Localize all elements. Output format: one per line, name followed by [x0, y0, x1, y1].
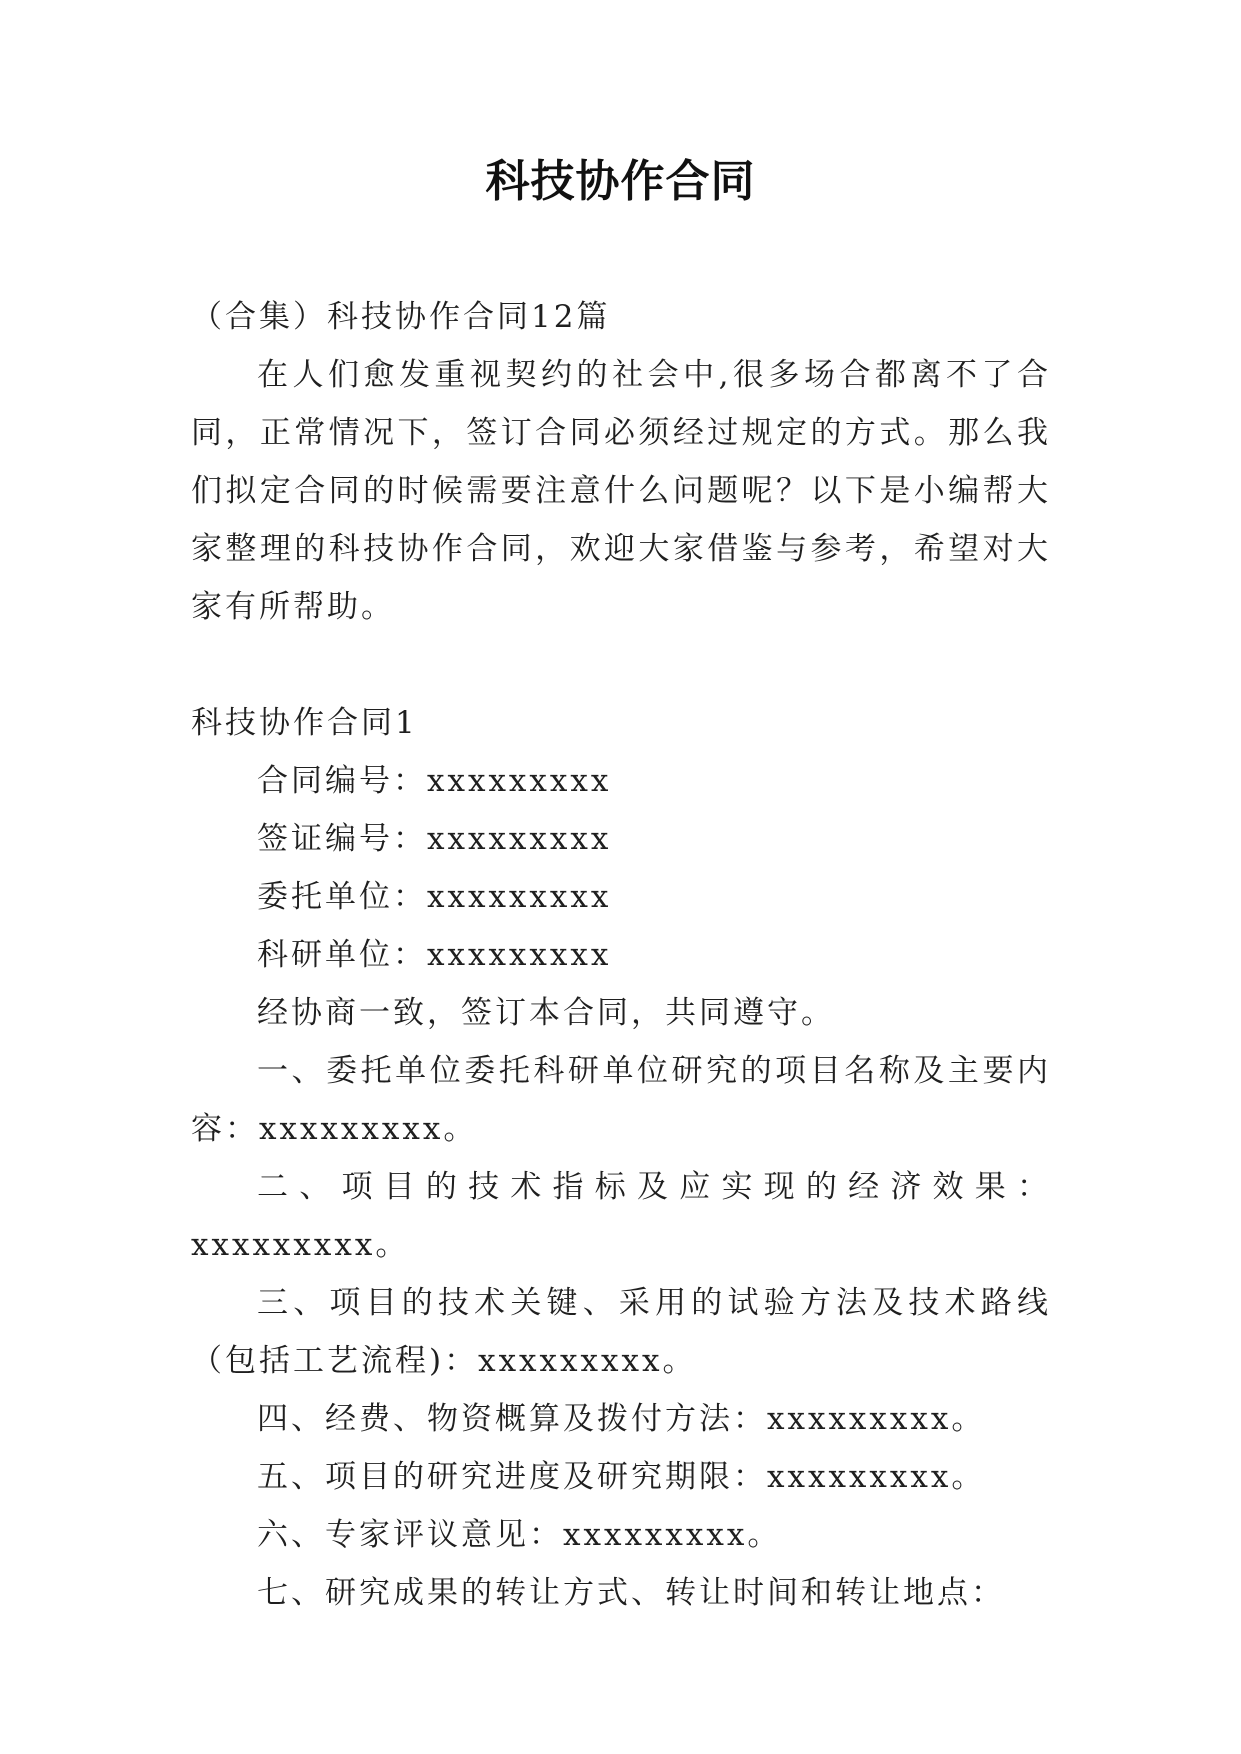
document-subtitle: （合集）科技协作合同12篇 [191, 299, 611, 335]
clause-5: 五、项目的研究进度及研究期限：xxxxxxxxx。 [257, 1459, 986, 1495]
client-unit-field: 委托单位：xxxxxxxxx [257, 879, 612, 915]
clause-4: 四、经费、物资概算及拨付方法：xxxxxxxxx。 [257, 1401, 986, 1437]
intro-paragraph: 在人们愈发重视契约的社会中,很多场合都离不了合同，正常情况下，签订合同必须经过规定的方式。那么我们拟定合同的时候需要注意什么问题呢？以下是小编帮大家整理的科技协作合同，欢迎大家借鉴与参考，希望对大家有所帮助。 [191, 357, 1051, 625]
section-heading: 科技协作合同1 [191, 705, 418, 741]
research-unit-field: 科研单位：xxxxxxxxx [257, 937, 612, 973]
clause-2: 二、项目的技术指标及应实现的经济效果：xxxxxxxxx。 [191, 1169, 1051, 1263]
document-title: 科技协作合同 [485, 156, 756, 207]
clause-7: 七、研究成果的转让方式、转让时间和转让地点： [257, 1575, 1005, 1611]
contract-number-field: 合同编号：xxxxxxxxx [257, 763, 612, 799]
clause-1: 一、委托单位委托科研单位研究的项目名称及主要内容：xxxxxxxxx。 [191, 1053, 1051, 1147]
document-body [191, 288, 1051, 1622]
paragraph-gap [191, 636, 1051, 694]
clause-6: 六、专家评议意见：xxxxxxxxx。 [257, 1517, 782, 1553]
visa-number-field: 签证编号：xxxxxxxxx [257, 821, 612, 857]
clause-3: 三、项目的技术关键、采用的试验方法及技术路线（包括工艺流程)：xxxxxxxxx。 [191, 1285, 1051, 1379]
agreement-statement: 经协商一致，签订本合同，共同遵守。 [257, 995, 835, 1031]
